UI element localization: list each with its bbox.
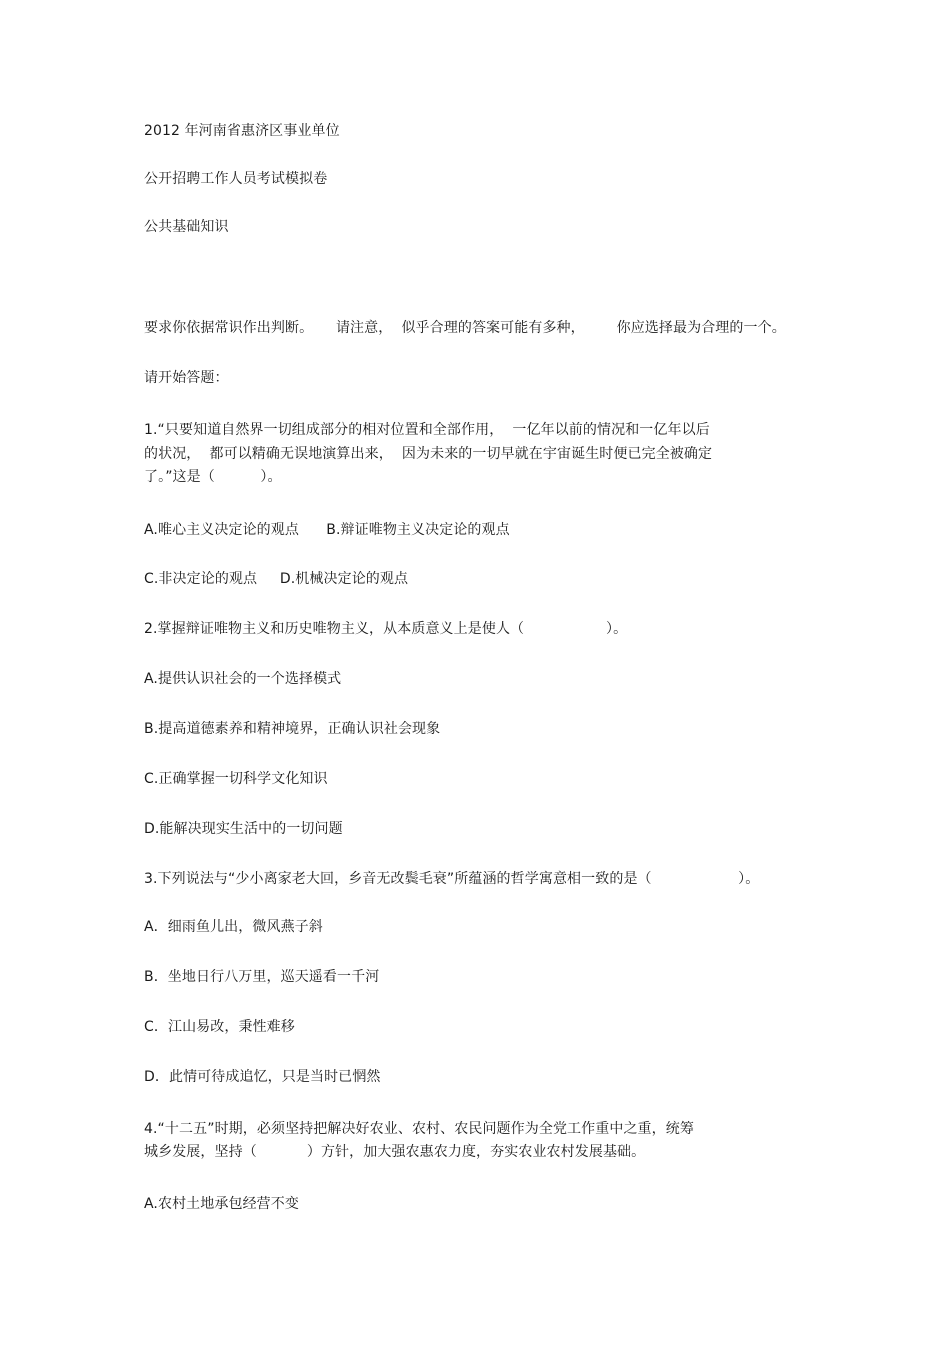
- question-1-options-cd: C.非决定论的观点 D.机械决定论的观点: [144, 571, 409, 587]
- question-1-stem-line-3: 了。”这是（ ）。: [144, 469, 282, 485]
- subject-heading: 公共基础知识: [144, 219, 229, 235]
- question-2-option-d: D.能解决现实生活中的一切问题: [144, 821, 343, 837]
- question-3-option-b: B．坐地日行八万里，巡天遥看一千河: [144, 969, 380, 985]
- instructions-text: 要求你依据常识作出判断。 请注意， 似乎合理的答案可能有多种， 你应选择最为合理的一个。: [144, 320, 786, 336]
- question-3-stem: 3.下列说法与“少小离家老大回，乡音无改鬓毛衰”所蕴涵的哲学寓意相一致的是（ ）。: [144, 871, 760, 887]
- question-1-stem-line-2: 的状况， 都可以精确无误地演算出来， 因为未来的一切早就在宇宙诞生时便已完全被确定: [144, 446, 713, 462]
- question-3-option-d: D．此情可待成追忆，只是当时已惘然: [144, 1069, 381, 1085]
- question-4-option-a: A.农村土地承包经营不变: [144, 1196, 299, 1212]
- question-4-stem-line-1: 4.“十二五”时期，必须坚持把解决好农业、农村、农民问题作为全党工作重中之重，统筹: [144, 1121, 694, 1137]
- question-3-option-c: C．江山易改，秉性难移: [144, 1019, 295, 1035]
- question-4-stem-line-2: 城乡发展，坚持（ ）方针，加大强农惠农力度，夯实农业农村发展基础。: [144, 1144, 646, 1160]
- document-title-line-1: 2012 年河南省惠济区事业单位: [144, 123, 340, 139]
- document-title-line-2: 公开招聘工作人员考试模拟卷: [144, 171, 328, 187]
- question-1-stem-line-1: 1.“只要知道自然界一切组成部分的相对位置和全部作用， 一亿年以前的情况和一亿年以后: [144, 422, 710, 438]
- question-3-option-a: A．细雨鱼儿出，微风燕子斜: [144, 919, 323, 935]
- question-1-options-ab: A.唯心主义决定论的观点 B.辩证唯物主义决定论的观点: [144, 522, 510, 538]
- question-2-option-a: A.提供认识社会的一个选择模式: [144, 671, 342, 687]
- start-prompt: 请开始答题：: [144, 370, 229, 386]
- question-2-stem: 2.掌握辩证唯物主义和历史唯物主义，从本质意义上是使人（ ）。: [144, 621, 628, 637]
- question-2-option-c: C.正确掌握一切科学文化知识: [144, 771, 328, 787]
- question-2-option-b: B.提高道德素养和精神境界，正确认识社会现象: [144, 721, 441, 737]
